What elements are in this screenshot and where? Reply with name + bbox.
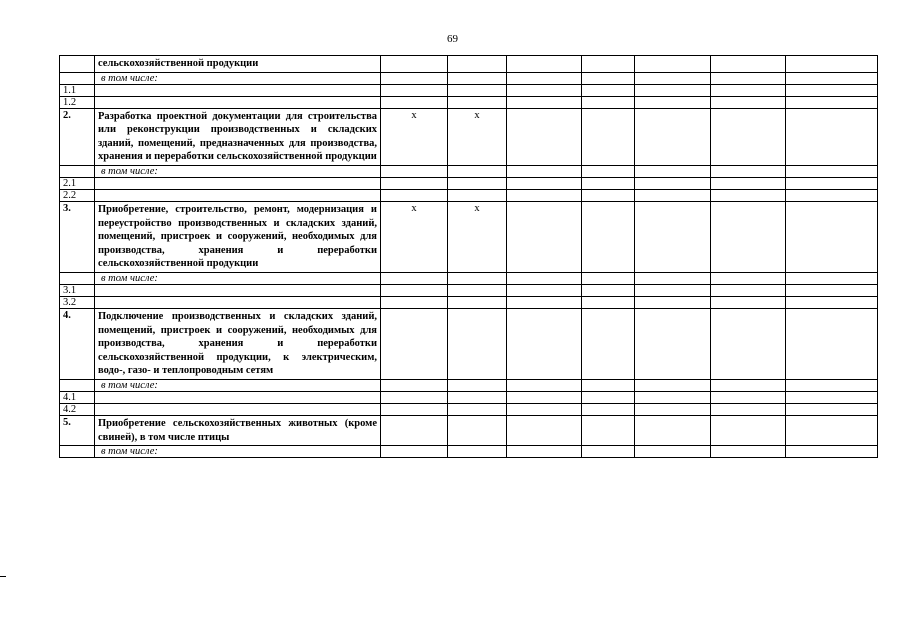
data-cell: x	[381, 201, 448, 272]
data-cell	[786, 379, 878, 391]
row-description: Приобретение, строительство, ремонт, модернизация и переустройство производственных и складских зданий, помещений, пристроек и сооружений, необходимых для производства, хранения и переработки сельскохозяйственной продукции	[95, 201, 381, 272]
row-number	[60, 56, 95, 73]
data-cell	[786, 403, 878, 415]
data-cell	[711, 446, 786, 458]
data-cell	[507, 56, 582, 73]
data-cell	[381, 403, 448, 415]
table-row	[60, 72, 878, 84]
data-cell	[635, 72, 711, 84]
data-cell	[711, 96, 786, 108]
data-cell	[448, 56, 507, 73]
data-cell	[711, 272, 786, 284]
row-number	[60, 379, 95, 391]
row-number: 4.	[60, 308, 95, 379]
data-cell: x	[448, 108, 507, 165]
data-cell	[786, 96, 878, 108]
data-cell	[635, 56, 711, 73]
table-row	[60, 379, 878, 391]
table-row	[60, 84, 878, 96]
data-cell	[448, 284, 507, 296]
data-cell	[711, 379, 786, 391]
data-cell	[582, 165, 635, 177]
data-cell	[711, 403, 786, 415]
data-cell	[711, 284, 786, 296]
data-cell	[711, 56, 786, 73]
data-cell	[786, 284, 878, 296]
data-cell	[582, 201, 635, 272]
data-cell	[448, 415, 507, 445]
data-cell	[582, 379, 635, 391]
data-cell	[786, 56, 878, 73]
row-description	[95, 189, 381, 201]
data-cell	[582, 72, 635, 84]
data-cell	[582, 296, 635, 308]
data-cell	[448, 96, 507, 108]
data-cell	[381, 189, 448, 201]
expense-table	[59, 55, 878, 458]
data-cell	[448, 84, 507, 96]
data-cell	[507, 379, 582, 391]
table-row	[60, 446, 878, 458]
data-cell	[381, 56, 448, 73]
data-cell	[786, 84, 878, 96]
data-cell	[582, 391, 635, 403]
row-description: в том числе:	[95, 272, 381, 284]
data-cell	[507, 284, 582, 296]
data-cell	[582, 284, 635, 296]
data-cell	[507, 84, 582, 96]
table-row	[60, 177, 878, 189]
row-description: Подключение производственных и складских зданий, помещений, пристроек и сооружений, необходимых для производства, хранения и переработки сельскохозяйственной продукции, к электрическим, водо-, газо- и теплопроводным сетям	[95, 308, 381, 379]
data-cell	[635, 84, 711, 96]
data-cell	[711, 296, 786, 308]
data-cell	[507, 201, 582, 272]
row-description: Приобретение сельскохозяйственных животных (кроме свиней), в том числе птицы	[95, 415, 381, 445]
data-cell	[711, 189, 786, 201]
data-cell	[635, 415, 711, 445]
data-cell	[381, 391, 448, 403]
data-cell	[507, 108, 582, 165]
table-row	[60, 201, 878, 272]
data-cell	[381, 165, 448, 177]
row-description	[95, 84, 381, 96]
data-cell	[786, 296, 878, 308]
data-cell	[582, 108, 635, 165]
row-number: 2.1	[60, 177, 95, 189]
data-cell	[381, 308, 448, 379]
row-description: сельскохозяйственной продукции	[95, 56, 381, 73]
data-cell	[448, 189, 507, 201]
data-cell	[711, 391, 786, 403]
data-cell	[507, 403, 582, 415]
data-cell	[635, 189, 711, 201]
data-cell	[635, 165, 711, 177]
data-cell	[507, 415, 582, 445]
data-cell	[507, 165, 582, 177]
table-row	[60, 189, 878, 201]
row-number: 3.1	[60, 284, 95, 296]
row-number: 3.	[60, 201, 95, 272]
data-cell	[448, 446, 507, 458]
data-cell	[381, 84, 448, 96]
data-cell	[381, 284, 448, 296]
data-cell	[507, 272, 582, 284]
table-row	[60, 296, 878, 308]
table-row	[60, 272, 878, 284]
row-description	[95, 96, 381, 108]
row-description	[95, 391, 381, 403]
data-cell	[448, 272, 507, 284]
data-cell	[507, 72, 582, 84]
table-row	[60, 108, 878, 165]
data-cell	[711, 177, 786, 189]
data-cell	[786, 446, 878, 458]
row-number	[60, 72, 95, 84]
row-number: 4.2	[60, 403, 95, 415]
row-description: в том числе:	[95, 446, 381, 458]
table-row	[60, 96, 878, 108]
data-cell	[635, 201, 711, 272]
data-cell	[786, 72, 878, 84]
table-body	[60, 56, 878, 458]
data-cell	[786, 308, 878, 379]
data-cell	[582, 446, 635, 458]
data-cell	[448, 296, 507, 308]
data-cell	[448, 177, 507, 189]
data-cell	[448, 308, 507, 379]
data-cell	[582, 189, 635, 201]
data-cell	[448, 379, 507, 391]
data-cell: x	[448, 201, 507, 272]
data-cell	[786, 391, 878, 403]
data-cell	[448, 403, 507, 415]
row-number: 4.1	[60, 391, 95, 403]
row-description	[95, 296, 381, 308]
data-cell	[635, 96, 711, 108]
data-cell	[448, 165, 507, 177]
data-cell	[582, 56, 635, 73]
data-cell	[507, 96, 582, 108]
row-number: 1.2	[60, 96, 95, 108]
data-cell	[381, 96, 448, 108]
data-cell	[582, 403, 635, 415]
data-cell	[711, 308, 786, 379]
data-cell	[507, 296, 582, 308]
data-cell	[507, 189, 582, 201]
row-description	[95, 284, 381, 296]
data-cell	[381, 446, 448, 458]
data-cell	[635, 272, 711, 284]
data-cell	[786, 165, 878, 177]
data-cell	[635, 308, 711, 379]
data-cell	[448, 391, 507, 403]
data-cell	[711, 108, 786, 165]
data-cell: x	[381, 108, 448, 165]
data-cell	[635, 284, 711, 296]
data-cell	[786, 177, 878, 189]
row-description: в том числе:	[95, 72, 381, 84]
row-number	[60, 272, 95, 284]
table-row	[60, 56, 878, 73]
row-description: в том числе:	[95, 379, 381, 391]
data-cell	[711, 415, 786, 445]
data-cell	[635, 296, 711, 308]
row-number: 3.2	[60, 296, 95, 308]
row-number: 2.2	[60, 189, 95, 201]
row-number: 1.1	[60, 84, 95, 96]
data-cell	[786, 272, 878, 284]
row-description: в том числе:	[95, 165, 381, 177]
data-cell	[635, 177, 711, 189]
data-cell	[635, 108, 711, 165]
data-cell	[381, 177, 448, 189]
table-row	[60, 391, 878, 403]
data-cell	[635, 446, 711, 458]
data-cell	[786, 108, 878, 165]
data-cell	[582, 308, 635, 379]
table-row	[60, 415, 878, 445]
data-cell	[582, 84, 635, 96]
data-cell	[786, 201, 878, 272]
margin-tick	[0, 576, 6, 577]
data-cell	[711, 84, 786, 96]
data-cell	[582, 415, 635, 445]
table-row	[60, 284, 878, 296]
data-cell	[582, 96, 635, 108]
data-cell	[381, 415, 448, 445]
data-cell	[507, 177, 582, 189]
data-cell	[711, 72, 786, 84]
data-cell	[582, 272, 635, 284]
data-cell	[635, 379, 711, 391]
data-cell	[582, 177, 635, 189]
data-cell	[786, 415, 878, 445]
data-cell	[381, 296, 448, 308]
table-row	[60, 165, 878, 177]
row-description: Разработка проектной документации для строительства или реконструкции производственных и складских зданий, помещений, предназначенных для производства, хранения и переработки сельскохозяйственной продукции	[95, 108, 381, 165]
data-cell	[635, 391, 711, 403]
row-description	[95, 403, 381, 415]
page-number: 69	[447, 33, 458, 45]
data-cell	[711, 165, 786, 177]
table-row	[60, 308, 878, 379]
row-number: 5.	[60, 415, 95, 445]
data-cell	[381, 72, 448, 84]
data-cell	[507, 391, 582, 403]
row-number	[60, 446, 95, 458]
data-cell	[786, 189, 878, 201]
data-cell	[507, 446, 582, 458]
data-cell	[381, 272, 448, 284]
row-number: 2.	[60, 108, 95, 165]
data-cell	[448, 72, 507, 84]
row-number	[60, 165, 95, 177]
data-cell	[635, 403, 711, 415]
data-cell	[507, 308, 582, 379]
data-cell	[711, 201, 786, 272]
row-description	[95, 177, 381, 189]
data-cell	[381, 379, 448, 391]
table-row	[60, 403, 878, 415]
